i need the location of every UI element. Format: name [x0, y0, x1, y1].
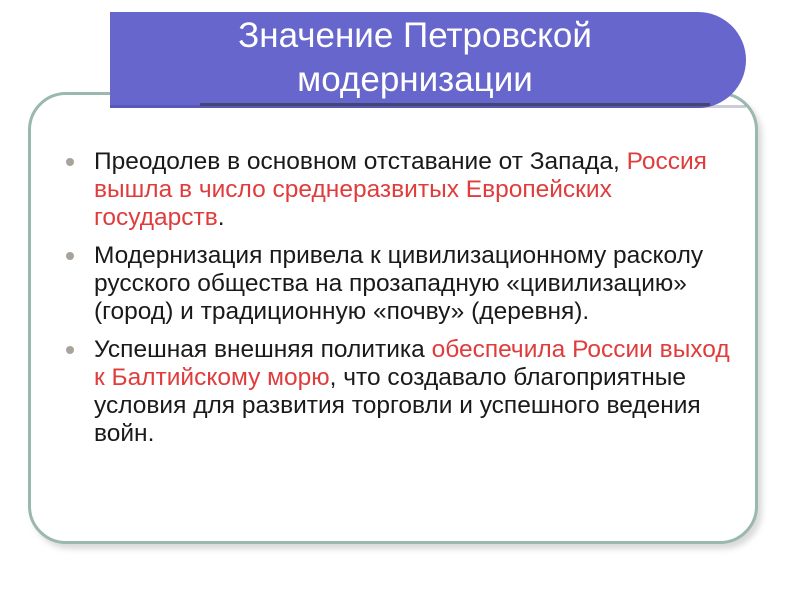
page-title	[110, 14, 720, 102]
title-underline	[200, 103, 710, 106]
bullet-dot-icon	[66, 158, 74, 166]
bullet-item	[60, 242, 740, 326]
bullet-item	[60, 336, 740, 448]
bullet-highlight: Россия вышла в число среднеразвитых Европейских государств	[94, 148, 707, 231]
bullet-list	[60, 148, 740, 458]
title-line-1: Значение Петровской	[238, 16, 592, 55]
bullet-item	[60, 148, 740, 232]
bullet-dot-icon	[66, 252, 74, 260]
bullet-dot-icon	[66, 346, 74, 354]
bullet-text: .	[217, 204, 225, 231]
title-line-2: модернизации	[297, 60, 533, 99]
bullet-text: Успешная внешняя политика	[94, 336, 432, 363]
bullet-text: Модернизация привела к цивилизационному расколу русского общества на прозападную «цивилизацию» (город) и традиционную «почву» (деревня).	[94, 242, 704, 325]
bullet-text: , что создавало благоприятные условия для развития торговли и успешного ведения войн.	[94, 364, 701, 447]
bullet-highlight: обеспечила России выход к Балтийскому морю	[94, 336, 730, 391]
bullet-text: Преодолев в основном отставание от Запада,	[94, 148, 627, 175]
